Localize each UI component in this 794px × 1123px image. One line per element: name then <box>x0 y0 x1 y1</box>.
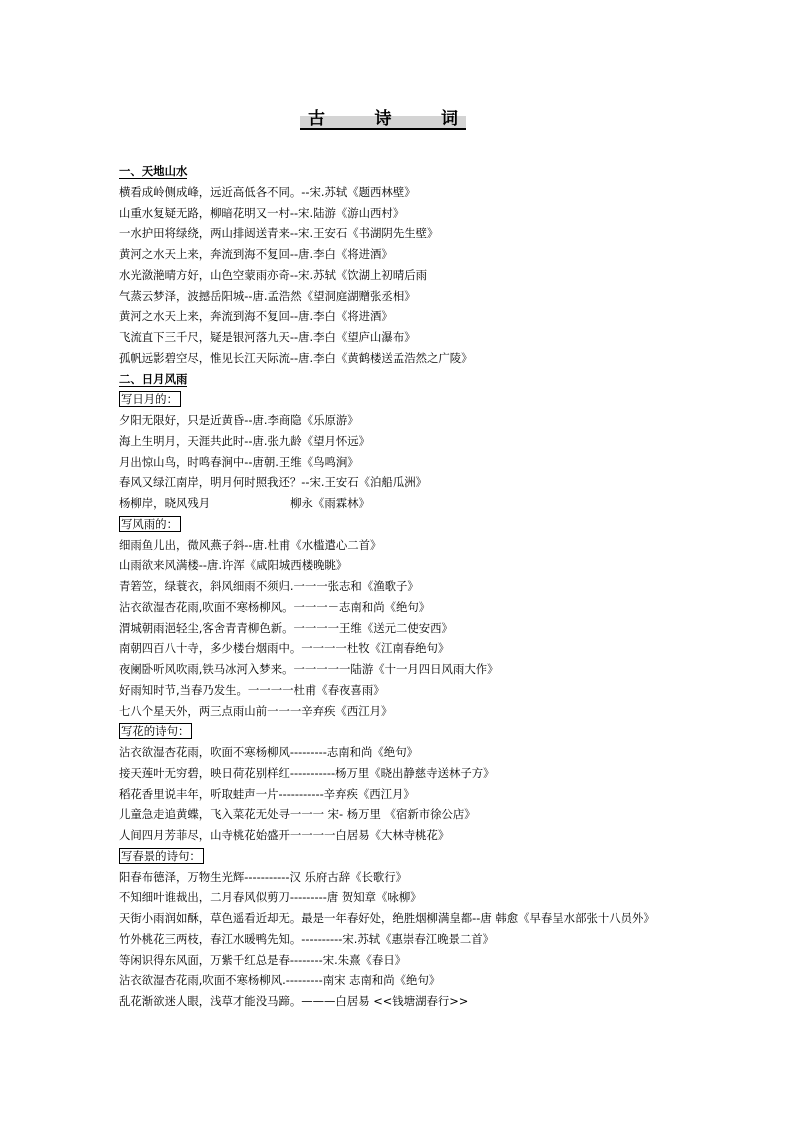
poem-line: 夕阳无限好，只是近黄昏--唐.李商隐《乐原游》 <box>119 413 359 427</box>
poem-line: 春风又绿江南岸，明月何时照我还？--宋.王安石《泊船瓜洲》 <box>119 475 427 490</box>
poem-line: 好雨知时节,当春乃发生。一一一一杜甫《春夜喜雨》 <box>119 682 385 697</box>
poem-line: 沾衣欲湿杏花雨,吹面不寒杨柳风.---------南宋 志南和尚《绝句》 <box>119 973 441 988</box>
poem-line: 沾衣欲湿杏花雨,吹面不寒杨柳风。一一一－志南和尚《绝句》 <box>119 599 431 614</box>
poem-line: 黄河之水天上来，奔流到海不复回--唐.李白《将进酒》 <box>119 309 393 324</box>
poem-line: 月出惊山鸟，时鸣春涧中--唐朝.王维《鸟鸣涧》 <box>119 454 359 469</box>
document-title <box>300 104 466 130</box>
section-heading-2: 二、日月风雨 <box>119 371 188 386</box>
title-char-2: 诗 <box>374 108 392 129</box>
poem-line: 横看成岭侧成峰，远近高低各不同。--宋.苏轼《题西林壁》 <box>119 184 416 199</box>
poem-line: 接天莲叶无穷碧，映日荷花别样红-----------杨万里《晓出静慈寺送林子方》 <box>119 765 495 780</box>
poem-line: 南朝四百八十寺，多少楼台烟雨中。一一一一杜牧《江南春绝句》 <box>119 641 450 656</box>
poem-line: 竹外桃花三两枝，春江水暖鸭先知。----------宋.苏轼《惠崇春江晚景二首》 <box>119 931 495 946</box>
poem-line: 山雨欲来风满楼--唐.许浑《咸阳城西楼晚眺》 <box>119 558 348 573</box>
poem-line: 稻花香里说丰年，听取蛙声一片-----------辛弃疾《西江月》 <box>119 786 415 801</box>
subheading-flowers: 写花的诗句： <box>119 721 779 742</box>
poem-line: 等闲识得东风面，万紫千红总是春--------宋.朱熹《春日》 <box>119 952 407 967</box>
subheading-sun-moon: 写日月的： <box>119 389 779 410</box>
poem-list <box>119 161 779 1012</box>
poem-line: 儿童急走追黄蝶，飞入菜花无处寻一一一 宋- 杨万里 《宿新市徐公店》 <box>119 807 476 822</box>
poem-line: 飞流直下三千尺，疑是银河落九天--唐.李白《望庐山瀑布》 <box>119 330 416 344</box>
poem-line: 人间四月芳菲尽，山寺桃花始盛开一一一一白居易《大林寺桃花》 <box>119 828 450 842</box>
subheading-wind-rain: 写风雨的： <box>119 514 779 535</box>
poem-line: 杨柳岸，晓风残月 柳永《雨霖林》 <box>119 496 370 510</box>
poem-line: 山重水复疑无路，柳暗花明又一村--宋.陆游《游山西村》 <box>119 205 405 220</box>
title-char-3: 词 <box>441 108 458 129</box>
title-char-1: 古 <box>308 108 325 129</box>
poem-line: 水光潋滟晴方好，山色空蒙雨亦奇--宋.苏轼《饮湖上初晴后雨 <box>119 267 427 282</box>
poem-line: 七八个星天外，两三点雨山前一一一辛弃疾《西江月》 <box>119 703 393 718</box>
poem-line: 阳春布德泽，万物生光辉-----------汉 乐府古辞《长歌行》 <box>119 869 408 884</box>
poem-line: 气蒸云梦泽，波撼岳阳城--唐.孟浩然《望洞庭湖赠张丞相》 <box>119 288 416 303</box>
poem-line: 海上生明月，天涯共此时--唐.张九龄《望月怀远》 <box>119 433 371 448</box>
poem-line: 夜阑卧听风吹雨,铁马冰河入梦来。一一一一一陆游《十一月四日风雨大作》 <box>119 662 499 676</box>
poem-line: 天街小雨润如酥，草色遥看近却无。最是一年春好处，绝胜烟柳满皇都--唐 韩愈《早春呈水部张十八员外》 <box>119 911 655 925</box>
poem-line: 细雨鱼儿出，微风燕子斜--唐.杜甫《水槛遣心二首》 <box>119 537 382 552</box>
poem-line: 渭城朝雨浥轻尘,客舍青青柳色新。一一一一王维《送元二使安西》 <box>119 620 453 635</box>
poem-line: 沾衣欲湿杏花雨，吹面不寒杨柳风---------志南和尚《绝句》 <box>119 745 418 759</box>
poem-line: 乱花渐欲迷人眼，浅草才能没马蹄。———白居易 <<钱塘湖春行>> <box>119 994 469 1008</box>
poem-line: 孤帆远影碧空尽，惟见长江天际流--唐.李白《黄鹤楼送孟浩然之广陵》 <box>119 350 473 365</box>
poem-line: 黄河之水天上来，奔流到海不复回--唐.李白《将进酒》 <box>119 247 393 261</box>
poem-line: 不知细叶谁裁出，二月春风似剪刀---------唐 贺知章《咏柳》 <box>119 890 422 905</box>
title-text <box>300 104 466 128</box>
poem-line: 青箬笠，绿蓑衣，斜风细雨不须归.一一一张志和《渔歌子》 <box>119 579 419 593</box>
section-heading-1: 一、天地山水 <box>119 164 188 178</box>
subheading-spring: 写春景的诗句： <box>119 846 779 867</box>
poem-line: 一水护田将绿绕，两山排闼送青来--宋.王安石《书湖阴先生壁》 <box>119 226 439 241</box>
